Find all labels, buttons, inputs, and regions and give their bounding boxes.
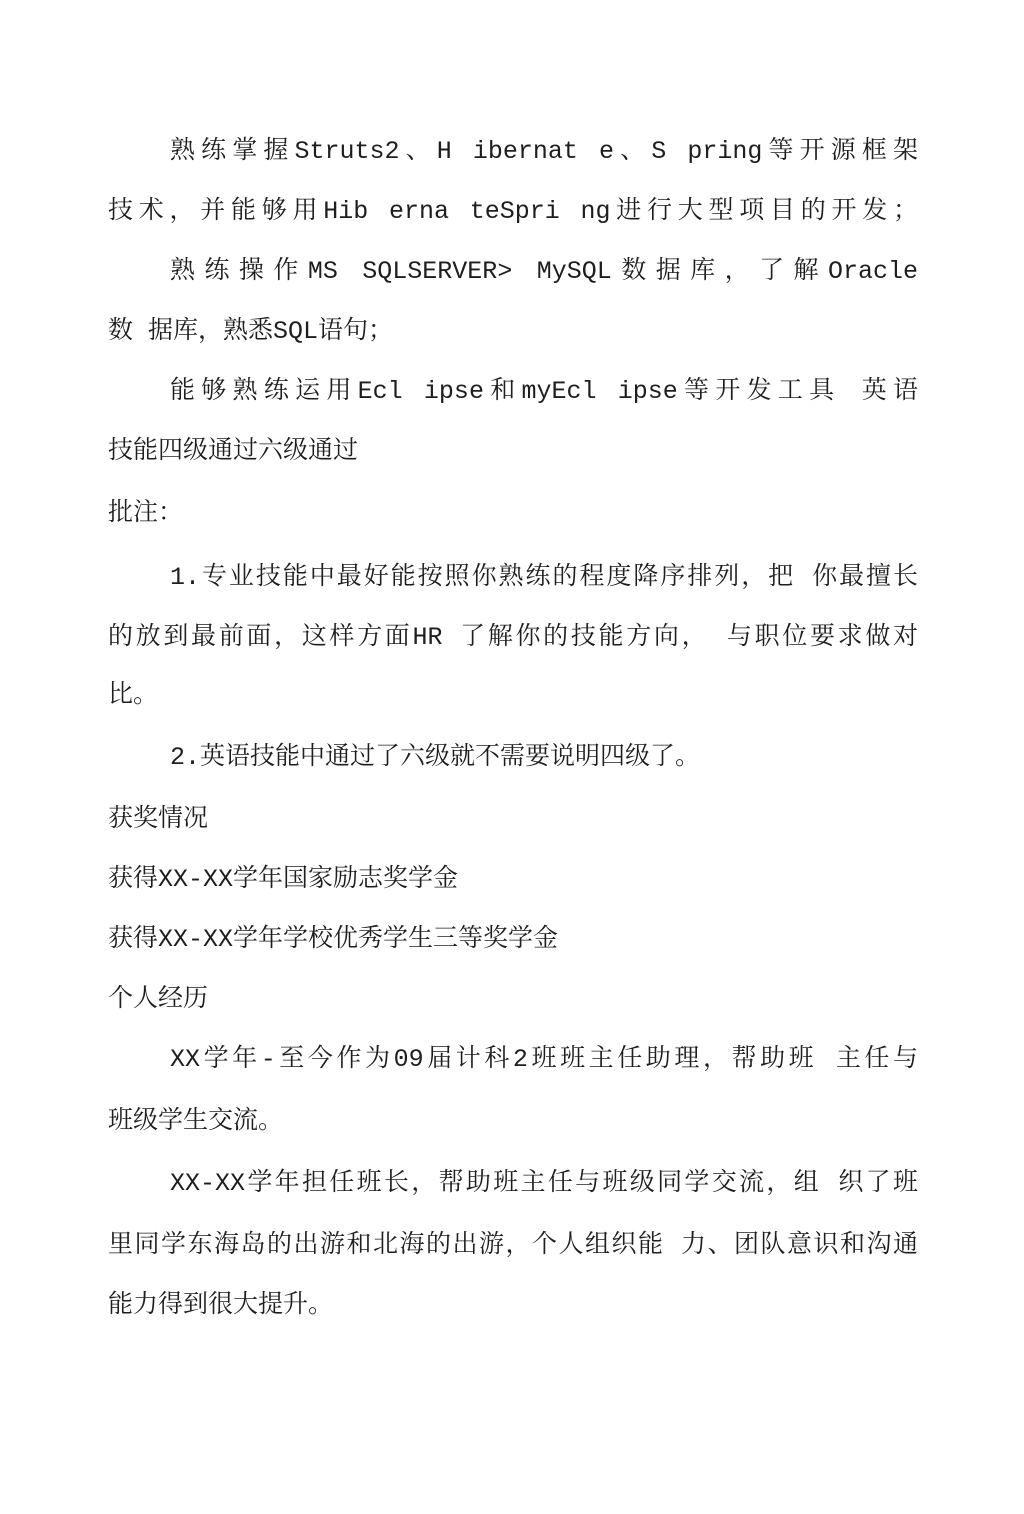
note-paragraph-line: 2.英语技能中通过了六级就不需要说明四级了。 [170, 743, 701, 772]
award-item: 获得XX-XX学年国家励志奖学金 [108, 865, 459, 894]
experience-paragraph-line: 能力得到很大提升。 [108, 1291, 334, 1320]
experience-paragraph-line: XX-XX学年担任班长，帮助班主任与班级同学交流，组 织了班 [170, 1169, 918, 1198]
skills-paragraph-line: 熟练掌握Struts2、H ibernat e、S pring等开源框架 [170, 137, 918, 166]
experience-paragraph-line: 班级学生交流。 [108, 1107, 284, 1136]
experience-heading: 个人经历 [108, 985, 209, 1014]
skills-paragraph-line: 数 据库，熟悉SQL语句； [108, 317, 394, 346]
award-item: 获得XX-XX学年学校优秀学生三等奖学金 [108, 925, 559, 954]
notes-heading: 批注： [108, 499, 184, 528]
note-paragraph-line: 1.专业技能中最好能按照你熟练的程度降序排列，把 你最擅长 [170, 563, 918, 592]
experience-paragraph-line: 里同学东海岛的出游和北海的出游，个人组织能 力、团队意识和沟通 [108, 1231, 918, 1260]
note-paragraph-line: 的放到最前面，这样方面HR 了解你的技能方向， 与职位要求做对 [108, 623, 918, 652]
experience-paragraph-line: XX学年-至今作为09届计科2班班主任助理，帮助班 主任与 [170, 1045, 918, 1074]
skills-paragraph-line: 能够熟练运用Ecl ipse和myEcl ipse等开发工具 英语 [170, 377, 918, 406]
skills-paragraph-line: 熟练操作MS SQLSERVER> MySQL数据库，了解Oracle [170, 257, 918, 286]
skills-paragraph-line: 技术，并能够用Hib erna teSpri ng进行大型项目的开发； [108, 197, 918, 226]
note-paragraph-line: 比。 [108, 681, 159, 710]
skills-paragraph-line: 技能四级通过六级通过 [108, 437, 359, 466]
awards-heading: 获奖情况 [108, 805, 209, 834]
